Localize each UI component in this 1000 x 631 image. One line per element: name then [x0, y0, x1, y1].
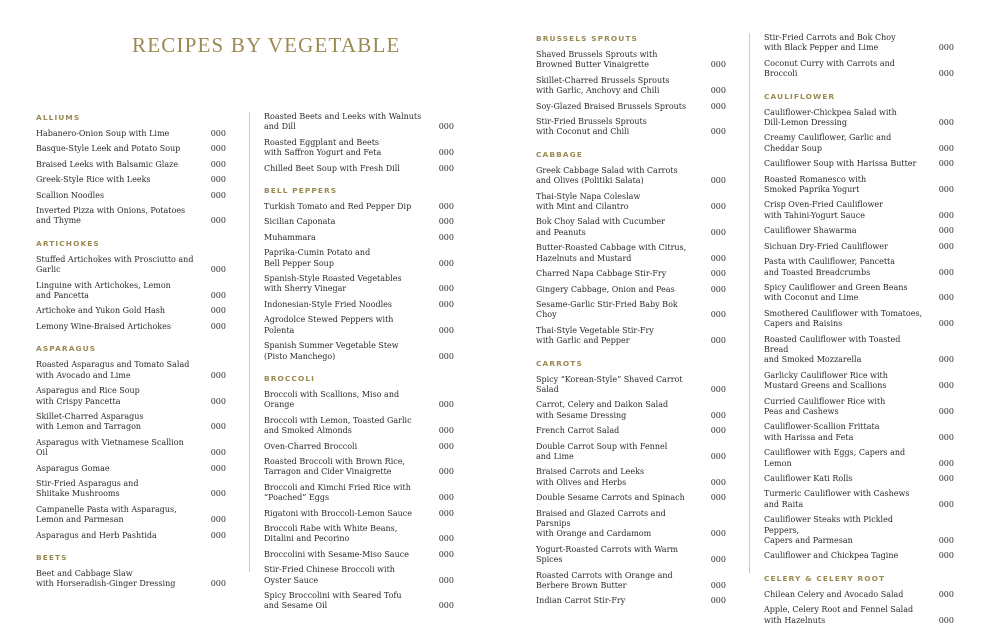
page-number: 000 — [710, 493, 726, 503]
page-number: 000 — [210, 175, 226, 185]
recipe-entry — [264, 565, 454, 586]
recipe-entry — [36, 129, 226, 139]
recipe-title: Sicilian Caponata — [264, 217, 336, 227]
recipe-title: Crisp Oven-Fried Cauliflower with Tahini-Yogurt Sauce — [764, 200, 883, 220]
page-number: 000 — [710, 581, 726, 591]
page-number: 000 — [710, 101, 726, 111]
index-section — [264, 112, 454, 174]
recipe-entry — [264, 248, 454, 269]
recipe-title: Skillet-Charred Brussels Sprouts with Garlic, Anchovy and Chili — [536, 75, 670, 96]
recipe-entry — [536, 375, 726, 396]
page-number: 000 — [710, 253, 726, 263]
recipe-title: Broccoli with Lemon, Toasted Garlic and Smoked Almonds — [264, 415, 412, 436]
recipe-entry — [264, 483, 454, 504]
recipe-entry — [36, 569, 226, 590]
section-heading: CARROTS — [536, 358, 583, 368]
recipe-entry — [536, 300, 726, 321]
recipe-title: Lemony Wine-Braised Artichokes — [36, 321, 171, 331]
page-number: 000 — [710, 596, 726, 606]
recipe-title: Braised Leeks with Balsamic Glaze — [36, 159, 179, 169]
recipe-title: Asparagus Gomae — [36, 463, 110, 473]
page-number: 000 — [710, 202, 726, 212]
page-number: 000 — [938, 458, 954, 468]
page-number: 000 — [938, 241, 954, 251]
recipe-entry — [264, 457, 454, 478]
page-number: 000 — [438, 534, 454, 544]
section-heading: BELL PEPPERS — [264, 186, 338, 196]
index-section — [536, 33, 726, 138]
recipe-entry — [764, 335, 954, 366]
recipe-entry — [36, 206, 226, 227]
recipe-title: Roasted Asparagus and Tomato Salad with Avocado and Lime — [36, 360, 190, 380]
index-section — [536, 358, 726, 607]
recipe-entry — [264, 341, 454, 362]
recipe-title: Beet and Cabbage Slaw with Horseradish-Ginger Dressing — [36, 568, 176, 589]
page-number: 000 — [710, 384, 726, 394]
recipe-entry — [264, 591, 454, 612]
recipe-title: Garlicky Cauliflower Rice with Mustard Greens and Scallions — [764, 370, 888, 391]
recipe-title: Creamy Cauliflower, Garlic and Cheddar Soup — [764, 133, 892, 153]
recipe-entry — [36, 412, 226, 433]
page-number: 000 — [210, 515, 226, 525]
recipe-entry — [36, 360, 226, 381]
recipe-entry — [536, 192, 726, 213]
recipe-entry — [36, 322, 226, 332]
index-section — [36, 552, 226, 590]
page-number: 000 — [710, 451, 726, 461]
recipe-title: Pasta with Cauliflower, Pancetta and Toasted Breadcrumbs — [764, 257, 896, 277]
recipe-title: Asparagus and Herb Pashtida — [36, 530, 157, 540]
index-column-1 — [36, 112, 226, 595]
recipe-entry — [536, 467, 726, 488]
section-heading: CELERY & CELERY ROOT — [764, 573, 886, 583]
page-number: 000 — [210, 144, 226, 154]
recipe-title: Broccolini with Sesame-Miso Sauce — [264, 549, 409, 559]
recipe-entry — [764, 33, 954, 54]
page-number: 000 — [938, 69, 954, 79]
page-number: 000 — [710, 426, 726, 436]
page-number: 000 — [938, 355, 954, 365]
recipe-entry — [536, 102, 726, 112]
page-number: 000 — [938, 226, 954, 236]
recipe-entry — [764, 397, 954, 418]
recipe-entry — [36, 255, 226, 276]
page-number: 000 — [210, 190, 226, 200]
page-number: 000 — [938, 143, 954, 153]
page-number: 000 — [938, 499, 954, 509]
recipe-title: Roasted Broccoli with Brown Rice, Tarragon and Cider Vinaigrette — [264, 456, 406, 477]
page-number: 000 — [438, 232, 454, 242]
recipe-entry — [264, 274, 454, 295]
recipe-title: Butter-Roasted Cabbage with Citrus, Hazelnuts and Mustard — [536, 243, 687, 263]
recipe-entry — [36, 479, 226, 500]
page-number: 000 — [210, 265, 226, 275]
recipe-title: Cauliflower Kati Rolls — [764, 474, 853, 483]
recipe-title: Indian Carrot Stir-Fry — [536, 596, 626, 606]
index-column-3 — [536, 33, 726, 612]
recipe-entry — [536, 166, 726, 187]
recipe-entry — [764, 590, 954, 600]
column-divider — [749, 33, 750, 573]
recipe-title: Spicy “Korean-Style” Shaved Carrot Salad — [536, 374, 683, 394]
recipe-title: Roasted Romanesco with Smoked Paprika Yogurt — [764, 174, 867, 195]
recipe-title: Artichoke and Yukon Gold Hash — [36, 306, 166, 316]
recipe-title: Greek-Style Rice with Leeks — [36, 175, 151, 185]
recipe-entry — [764, 474, 954, 484]
recipe-title: Campanelle Pasta with Asparagus, Lemon and Parmesan — [36, 504, 177, 525]
index-section — [264, 373, 454, 612]
page-title: RECIPES BY VEGETABLE — [132, 33, 401, 57]
page-number: 000 — [210, 321, 226, 331]
page-number: 000 — [438, 202, 454, 212]
recipe-entry — [36, 386, 226, 407]
recipe-entry — [36, 505, 226, 526]
page-number: 000 — [210, 129, 226, 138]
recipe-title: Apple, Celery Root and Fennel Salad with Hazelnuts — [764, 605, 914, 625]
recipe-entry — [764, 175, 954, 196]
recipe-entry — [764, 226, 954, 236]
page-number: 000 — [938, 432, 954, 442]
recipe-title: Gingery Cabbage, Onion and Peas — [536, 284, 675, 294]
recipe-title: Double Sesame Carrots and Spinach — [536, 493, 685, 503]
section-heading: ARTICHOKES — [36, 238, 100, 248]
recipe-title: Linguine with Artichokes, Lemon and Pancetta — [36, 280, 171, 301]
recipe-entry — [536, 285, 726, 295]
page-number: 000 — [710, 127, 726, 137]
recipe-entry — [536, 571, 726, 592]
section-heading: CABBAGE — [536, 149, 583, 159]
index-section — [764, 33, 954, 80]
recipe-entry — [764, 242, 954, 252]
page-number: 000 — [438, 575, 454, 585]
recipe-title: Cauliflower Soup with Harissa Butter — [764, 159, 917, 169]
index-section — [36, 343, 226, 541]
page-number: 000 — [710, 529, 726, 539]
index-section — [36, 112, 226, 227]
page-number: 000 — [938, 381, 954, 391]
recipe-title: Curried Cauliflower Rice with Peas and Cashews — [764, 396, 886, 416]
recipe-entry — [264, 217, 454, 227]
recipe-entry — [36, 306, 226, 316]
recipe-title: Stuffed Artichokes with Prosciutto and Garlic — [36, 254, 194, 275]
recipe-title: Spanish Summer Vegetable Stew (Pisto Manchego) — [264, 341, 399, 361]
recipe-title: Rigatoni with Broccoli-Lemon Sauce — [264, 508, 412, 518]
recipe-title: Coconut Curry with Carrots and Broccoli — [764, 58, 895, 79]
recipe-title: Asparagus with Vietnamese Scallion Oil — [36, 437, 184, 458]
page-number: 000 — [438, 508, 454, 518]
recipe-title: Cauliflower Steaks with Pickled Peppers, Capers and Parmesan — [764, 515, 893, 546]
page-number: 000 — [938, 210, 954, 220]
recipe-title: Greek Cabbage Salad with Carrots and Olives (Politiki Salata) — [536, 165, 678, 186]
recipe-title: Carrot, Celery and Daikon Salad with Sesame Dressing — [536, 400, 669, 420]
recipe-entry — [264, 442, 454, 452]
recipe-title: Turmeric Cauliflower with Cashews and Raita — [764, 489, 910, 509]
page-number: 000 — [210, 216, 226, 226]
recipe-entry — [36, 281, 226, 302]
recipe-entry — [536, 493, 726, 503]
index-column-4 — [764, 33, 954, 631]
recipe-title: Roasted Cauliflower with Toasted Bread and Smoked Mozzarella — [764, 334, 901, 365]
recipe-title: Spicy Cauliflower and Green Beans with Coconut and Lime — [764, 282, 908, 303]
recipe-title: Habanero-Onion Soup with Lime — [36, 129, 170, 138]
recipe-entry — [536, 509, 726, 540]
recipe-title: French Carrot Salad — [536, 426, 620, 436]
recipe-entry — [264, 315, 454, 336]
recipe-title: Sesame-Garlic Stir-Fried Baby Bok Choy — [536, 299, 678, 320]
recipe-entry — [536, 76, 726, 97]
page-number: 000 — [938, 319, 954, 329]
recipe-entry — [536, 326, 726, 347]
recipe-title: Chilled Beet Soup with Fresh Dill — [264, 163, 400, 173]
page-number: 000 — [710, 310, 726, 320]
recipe-title: Thai-Style Vegetable Stir-Fry with Garlic and Pepper — [536, 325, 654, 346]
recipe-entry — [764, 133, 954, 154]
recipe-entry — [36, 144, 226, 154]
page-number: 000 — [938, 185, 954, 195]
recipe-entry — [764, 371, 954, 392]
recipe-title: Cauliflower with Eggs, Capers and Lemon — [764, 448, 906, 468]
recipe-entry — [764, 551, 954, 561]
section-heading: ALLIUMS — [36, 113, 81, 122]
recipe-entry — [764, 309, 954, 330]
recipe-title: Roasted Beets and Leeks with Walnuts and Dill — [264, 112, 422, 132]
page-number: 000 — [210, 370, 226, 380]
index-column-2 — [264, 112, 454, 617]
recipe-entry — [264, 524, 454, 545]
page-number: 000 — [438, 601, 454, 611]
recipe-title: Sichuan Dry-Fried Cauliflower — [764, 241, 888, 251]
section-heading: ASPARAGUS — [36, 344, 97, 354]
page-number: 000 — [710, 176, 726, 186]
recipe-entry — [264, 300, 454, 310]
recipe-title: Broccoli Rabe with White Beans, Ditalini and Pecorino — [264, 523, 398, 544]
recipe-entry — [264, 416, 454, 437]
recipe-title: Thai-Style Napa Coleslaw with Mint and Cilantro — [536, 191, 641, 212]
recipe-entry — [764, 159, 954, 169]
recipe-entry — [36, 175, 226, 185]
page-number: 000 — [438, 400, 454, 410]
recipe-title: Yogurt-Roasted Carrots with Warm Spices — [536, 544, 678, 565]
recipe-title: Charred Napa Cabbage Stir-Fry — [536, 269, 667, 279]
recipe-title: Stir-Fried Carrots and Bok Choy with Black Pepper and Lime — [764, 33, 896, 53]
page-number: 000 — [210, 448, 226, 458]
section-heading: BEETS — [36, 552, 68, 562]
section-heading: CAULIFLOWER — [764, 91, 836, 101]
recipe-entry — [536, 243, 726, 264]
recipe-title: Braised Carrots and Leeks with Olives and Herbs — [536, 467, 645, 487]
recipe-title: Roasted Eggplant and Beets with Saffron Yogurt and Feta — [264, 137, 382, 158]
recipe-title: Inverted Pizza with Onions, Potatoes and Thyme — [36, 206, 186, 226]
page-number: 000 — [210, 159, 226, 169]
page-number: 000 — [210, 396, 226, 406]
page-number: 000 — [938, 293, 954, 303]
recipe-entry — [536, 400, 726, 421]
recipe-title: Cauliflower-Chickpea Salad with Dill-Lemon Dressing — [764, 107, 897, 128]
recipe-entry — [764, 515, 954, 546]
page-number: 000 — [438, 217, 454, 227]
recipe-entry — [764, 200, 954, 221]
page-number: 000 — [210, 306, 226, 316]
page-number: 000 — [438, 467, 454, 477]
page-number: 000 — [210, 530, 226, 540]
index-section — [536, 149, 726, 347]
recipe-entry — [36, 191, 226, 201]
recipe-title: Stir-Fried Brussels Sprouts with Coconut and Chili — [536, 117, 647, 137]
recipe-title: Broccoli with Scallions, Miso and Orange — [264, 389, 400, 410]
recipe-title: Roasted Carrots with Orange and Berbere Brown Butter — [536, 570, 673, 591]
page-number: 000 — [938, 615, 954, 625]
page-number: 000 — [438, 549, 454, 559]
recipe-title: Oven-Charred Broccoli — [264, 441, 358, 451]
recipe-entry — [764, 489, 954, 510]
recipe-entry — [264, 164, 454, 174]
recipe-title: Spicy Broccolini with Seared Tofu and Sesame Oil — [264, 591, 402, 611]
recipe-entry — [536, 442, 726, 463]
recipe-entry — [536, 217, 726, 238]
recipe-title: Agrodolce Stewed Peppers with Polenta — [264, 315, 394, 335]
index-section — [764, 573, 954, 626]
section-heading: BROCCOLI — [264, 373, 315, 383]
recipe-title: Stir-Fried Chinese Broccoli with Oyster Sauce — [264, 565, 395, 585]
page-number: 000 — [710, 86, 726, 96]
page-number: 000 — [210, 579, 226, 589]
page-number: 000 — [938, 118, 954, 128]
page-number: 000 — [438, 163, 454, 173]
page-number: 000 — [938, 406, 954, 416]
page-number: 000 — [438, 258, 454, 268]
recipe-entry — [264, 202, 454, 212]
recipe-entry — [264, 138, 454, 159]
recipe-title: Cauliflower and Chickpea Tagine — [764, 551, 899, 561]
recipe-entry — [764, 283, 954, 304]
page-number: 000 — [938, 536, 954, 546]
index-section — [264, 185, 454, 362]
recipe-title: Bok Choy Salad with Cucumber and Peanuts — [536, 217, 665, 237]
recipe-entry — [36, 160, 226, 170]
recipe-title: Scallion Noodles — [36, 190, 105, 200]
column-divider — [249, 112, 250, 572]
recipe-title: Basque-Style Leek and Potato Soup — [36, 144, 181, 154]
recipe-title: Spanish-Style Roasted Vegetables with Sherry Vinegar — [264, 274, 402, 294]
page-number: 000 — [938, 474, 954, 483]
recipe-title: Asparagus and Rice Soup with Crispy Pancetta — [36, 386, 140, 406]
page-number: 000 — [938, 589, 954, 599]
recipe-title: Turkish Tomato and Red Pepper Dip — [264, 202, 412, 212]
recipe-title: Smothered Cauliflower with Tomatoes, Capers and Raisins — [764, 308, 923, 329]
page-number: 000 — [438, 284, 454, 294]
page-number: 000 — [710, 60, 726, 70]
page-number: 000 — [938, 159, 954, 169]
page-number: 000 — [938, 267, 954, 277]
recipe-title: Skillet-Charred Asparagus with Lemon and Tarragon — [36, 411, 144, 432]
page-number: 000 — [210, 489, 226, 499]
page-number: 000 — [438, 426, 454, 436]
index-section — [36, 238, 226, 332]
recipe-title: Shaved Brussels Sprouts with Browned Butter Vinaigrette — [536, 50, 658, 70]
recipe-title: Cauliflower-Scallion Frittata with Harissa and Feta — [764, 422, 880, 442]
page-number: 000 — [710, 477, 726, 487]
page-number: 000 — [210, 463, 226, 473]
page-number: 000 — [210, 291, 226, 301]
recipe-title: Muhammara — [264, 232, 316, 242]
recipe-title: Cauliflower Shawarma — [764, 226, 857, 236]
recipe-entry — [536, 426, 726, 436]
recipe-title: Double Carrot Soup with Fennel and Lime — [536, 441, 668, 461]
page-number: 000 — [438, 122, 454, 132]
recipe-entry — [264, 550, 454, 560]
recipe-entry — [764, 605, 954, 626]
recipe-title: Chilean Celery and Avocado Salad — [764, 589, 904, 599]
recipe-entry — [536, 50, 726, 71]
page-number: 000 — [710, 227, 726, 237]
recipe-entry — [36, 438, 226, 459]
page-number: 000 — [438, 299, 454, 309]
recipe-title: Soy-Glazed Braised Brussels Sprouts — [536, 101, 687, 111]
recipe-entry — [264, 233, 454, 243]
recipe-entry — [536, 545, 726, 566]
recipe-entry — [536, 269, 726, 279]
recipe-title: Paprika-Cumin Potato and Bell Pepper Soup — [264, 248, 371, 268]
recipe-title: Braised and Glazed Carrots and Parsnips with Orange and Cardamom — [536, 508, 666, 539]
page-number: 000 — [710, 555, 726, 565]
page-number: 000 — [938, 43, 954, 53]
page-number: 000 — [438, 493, 454, 503]
recipe-entry — [764, 108, 954, 129]
page-number: 000 — [938, 551, 954, 561]
page-number: 000 — [710, 410, 726, 420]
recipe-entry — [764, 422, 954, 443]
recipe-title: Stir-Fried Asparagus and Shiitake Mushrooms — [36, 478, 139, 499]
recipe-entry — [36, 464, 226, 474]
recipe-entry — [764, 448, 954, 469]
page-number: 000 — [710, 269, 726, 279]
recipe-entry — [264, 390, 454, 411]
recipe-entry — [536, 596, 726, 606]
index-section — [764, 91, 954, 562]
section-heading: BRUSSELS SPROUTS — [536, 34, 638, 43]
page-number: 000 — [438, 351, 454, 361]
recipe-entry — [264, 112, 454, 133]
recipe-entry — [764, 59, 954, 80]
recipe-entry — [264, 509, 454, 519]
page-number: 000 — [438, 148, 454, 158]
page-number: 000 — [710, 284, 726, 294]
recipe-title: Broccoli and Kimchi Fried Rice with “Poached” Eggs — [264, 482, 411, 503]
page-number: 000 — [438, 325, 454, 335]
recipe-entry — [536, 117, 726, 138]
page-number: 000 — [210, 422, 226, 432]
recipe-entry — [764, 257, 954, 278]
page-number: 000 — [710, 336, 726, 346]
page-number: 000 — [438, 441, 454, 451]
recipe-entry — [36, 531, 226, 541]
recipe-title: Indonesian-Style Fried Noodles — [264, 299, 392, 309]
